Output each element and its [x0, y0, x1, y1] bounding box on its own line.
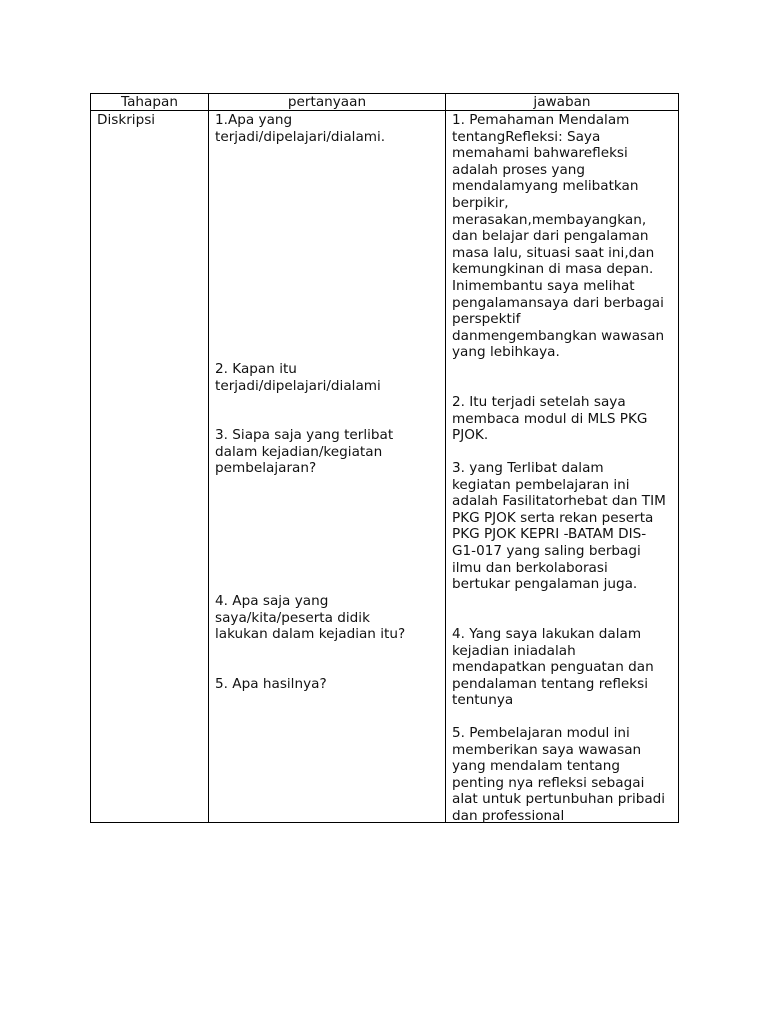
- answer-5: 5. Pembelajaran modul ini memberikan saya wawasan yang mendalam tentang penting nya refleksi sebagai alat untuk pertunbuhan pribadi dan professional: [452, 725, 666, 824]
- table-header-row: [91, 94, 679, 111]
- question-5: 5. Apa hasilnya?: [215, 676, 327, 692]
- table-row: [91, 111, 679, 823]
- answer-2: 2. Itu terjadi setelah saya membaca modul di MLS PKG PJOK.: [452, 394, 648, 444]
- question-4: 4. Apa saja yang saya/kita/peserta didik lakukan dalam kejadian itu?: [215, 593, 406, 643]
- question-1: 1.Apa yang terjadi/dipelajari/dialami.: [215, 112, 386, 145]
- reflection-table: [90, 93, 679, 823]
- answer-1: 1. Pemahaman Mendalam tentangRefleksi: Saya memahami bahwarefleksi adalah proses yang mendalamyang melibatkan berpikir, merasakan,membayangkan, dan belajar dari pengalaman masa lalu, situasi saat ini,dan kemungkinan di masa depan. Inimembantu saya melihat pengalamansaya dari berbagai perspektif danmengembangkan wawasan yang lebihkaya.: [452, 112, 665, 361]
- answers-cell: [446, 111, 679, 823]
- answer-4: 4. Yang saya lakukan dalam kejadian iniadalah mendapatkan penguatan dan pendalaman tentang refleksi tentunya: [452, 626, 654, 709]
- header-pertanyaan: pertanyaan: [209, 94, 446, 111]
- question-2: 2. Kapan itu terjadi/dipelajari/dialami: [215, 361, 381, 394]
- stage-cell: Diskripsi: [91, 111, 209, 823]
- question-3: 3. Siapa saja yang terlibat dalam kejadian/kegiatan pembelajaran?: [215, 427, 394, 477]
- answer-3: 3. yang Terlibat dalam kegiatan pembelajaran ini adalah Fasilitatorhebat dan TIM PKG PJOK serta rekan peserta PKG PJOK KEPRI -BATAM DIS- G1-017 yang saling berbagi ilmu dan berkolaborasi bertukar pengalaman juga.: [452, 460, 666, 593]
- questions-cell: [209, 111, 446, 823]
- header-tahapan: Tahapan: [91, 94, 209, 111]
- header-jawaban: jawaban: [446, 94, 679, 111]
